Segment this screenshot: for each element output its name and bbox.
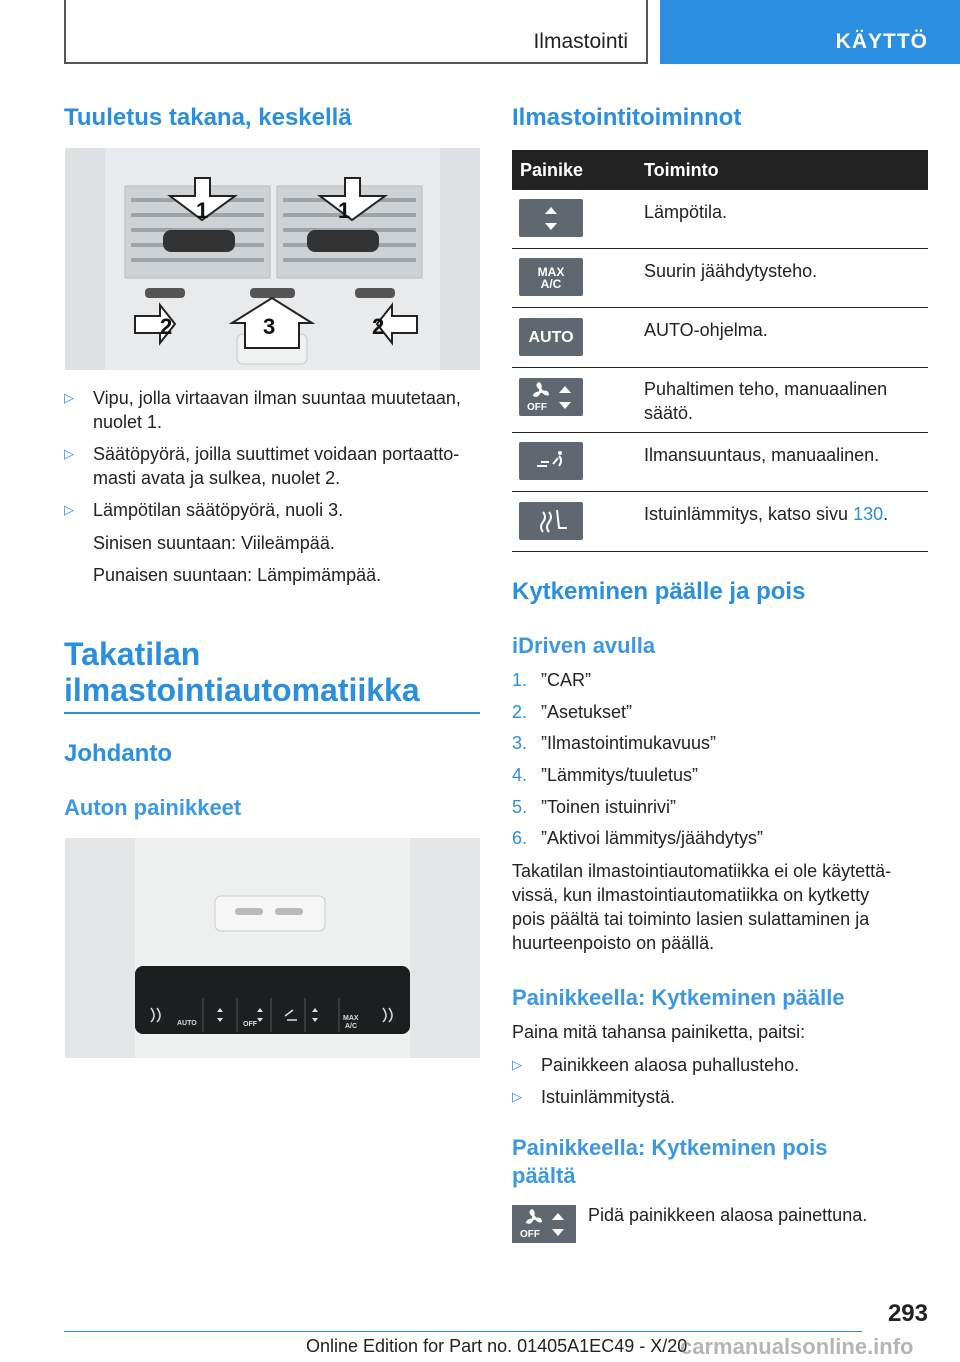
list-item: ▷ Lämpötilan säätöpyörä, nuoli 3. [64,500,344,520]
fan-off-icon: OFF [519,378,583,416]
air-distribution-icon [519,442,583,480]
list-item: ▷ Säätöpyörä, joilla suuttimet voidaan portaattomasti avata ja sulkea, nuolet 2. [64,444,460,488]
svg-text:OFF: OFF [243,1021,257,1028]
callout-1a: 1 [196,198,209,223]
table-row: Ilmansuuntaus, manuaalinen. [512,433,928,492]
bullet-icon: ▷ [64,502,74,517]
bullet-icon: ▷ [512,1057,522,1072]
chapter-title: KÄYTTÖ [835,30,928,53]
table-header [512,150,928,190]
chapter-tab[interactable] [660,0,960,64]
edition-text: Online Edition for Part no. 01405A1EC49 - X/20 [306,1336,688,1356]
svg-text:A/C: A/C [345,1023,358,1030]
table-row: AUTO AUTO-ohjelma. [512,308,928,368]
table-row: Lämpötila. [512,190,928,249]
table-row: OFF Puhaltimen teho, manuaalinen säätö. [512,368,928,433]
off-heading: Painikkeella: Kytkeminen pois päältä [512,1135,828,1188]
seat-heating-icon [519,502,583,540]
on-text: Paina mitä tahansa painiketta, paitsi: [512,1022,806,1042]
idrive-heading: iDriven avulla [512,633,656,658]
list-item: ▷ Istuinlämmitystä. [512,1087,676,1107]
table-row: Istuinlämmitys, katso sivu 130. [512,492,928,552]
red-direction-text: Punaisen suuntaan: Lämpimämpää. [93,565,382,585]
list-item: ▷ Painikkeen alaosa puhallusteho. [512,1055,800,1075]
bullet-icon: ▷ [64,446,74,461]
rear-vent-photo [65,148,480,370]
callout-2b: 2 [372,314,385,339]
svg-text:AUTO: AUTO [177,1020,197,1027]
on-heading: Painikkeella: Kytkeminen päälle [512,985,845,1010]
watermark: carmanualsonline.info [680,1334,914,1359]
chapter-heading: Takatilan ilmastointiautomatiikka [64,636,420,708]
auto-icon: AUTO [519,318,583,356]
max-ac-icon: MAX A/C [519,258,583,296]
intro-heading: Johdanto [64,740,172,767]
callout-3: 3 [263,314,276,339]
page-link[interactable]: 130 [853,504,884,524]
buttons-heading: Auton painikkeet [64,795,242,820]
chapter-divider [64,712,480,714]
fan-off-icon: OFF [512,1205,576,1243]
bullet-icon: ▷ [512,1089,522,1104]
rear-climate-panel-photo [65,838,480,1058]
section-title: Ilmastointi [533,30,628,53]
info-paragraph: Takatilan ilmastointiautomatiikka ei ole käytettä- vissä, kun ilmastointiautomatiikka on kytketty pois päältä tai toiminto lasien sulattaminen ja huurteenpoisto on päällä. [512,861,892,953]
bullet-icon: ▷ [64,390,74,405]
temperature-arrows-icon [519,199,583,237]
page-number: 293 [887,1300,928,1327]
col-button-header: Painike [520,160,584,180]
header-box [64,0,648,64]
onoff-heading: Kytkeminen päälle ja pois [512,578,806,605]
footer-divider [64,1331,862,1332]
table-row: MAX A/C Suurin jäähdytysteho. [512,249,928,308]
col-function-header: Toiminto [644,160,719,180]
table-heading: Ilmastointitoiminnot [512,104,742,131]
section-heading-rear-vent: Tuuletus takana, keskellä [64,104,352,131]
callout-1b: 1 [338,198,351,223]
callout-2a: 2 [160,314,173,339]
off-text: Pidä painikkeen alaosa painettuna. [588,1205,868,1225]
svg-text:MAX: MAX [343,1015,359,1022]
list-item: ▷ Vipu, jolla virtaavan ilman suuntaa muutetaan, nuolet 1. [64,388,461,432]
blue-direction-text: Sinisen suuntaan: Viileämpää. [93,533,335,553]
